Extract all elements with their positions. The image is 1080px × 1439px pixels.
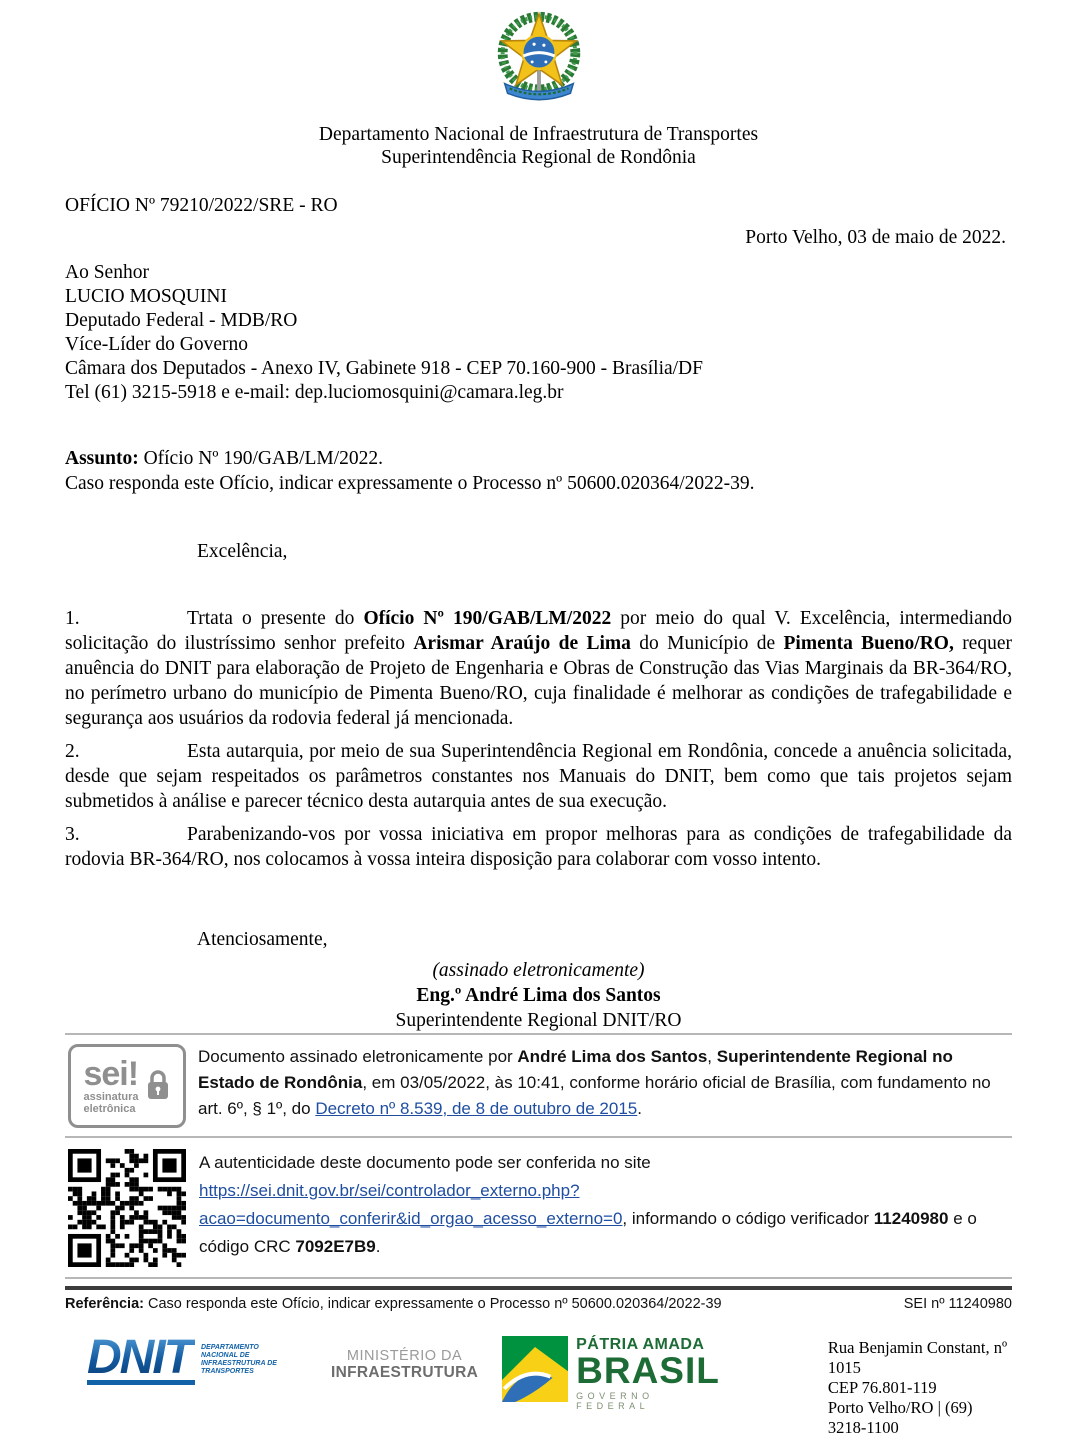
signature-block (65, 958, 1012, 1033)
brazil-flag-icon (502, 1336, 568, 1402)
salutation: Excelência, (197, 541, 288, 562)
recipient-name: LUCIO MOSQUINI (65, 286, 227, 307)
sei-sub-line1: assinatura (83, 1091, 139, 1103)
brand-line3: GOVERNO FEDERAL (576, 1391, 654, 1411)
subject-value: Ofício Nº 190/GAB/LM/2022. (138, 448, 384, 469)
link[interactable]: Decreto nº 8.539, de 8 de outubro de 2015 (315, 1099, 638, 1118)
recipient-line: Tel (61) 3215-5918 e e-mail: dep.luciomosquini@camara.leg.br (65, 382, 564, 403)
recipient-line: Câmara dos Deputados - Anexo IV, Gabinete 918 - CEP 70.160-900 - Brasília/DF (65, 358, 703, 379)
divider (65, 1277, 1012, 1279)
date-line: Porto Velho, 03 de maio de 2022. (745, 227, 1006, 248)
subject-block (65, 447, 1012, 496)
dnit-logo-caption: DEPARTAMENTO NACIONAL DE INFRAESTRUTURA DE TRANSPORTES (200, 1344, 277, 1375)
recipient-line: Ao Senhor (65, 262, 149, 283)
paragraph-text: Trtata o presente do Ofício Nº 190/GAB/LM/2022 por meio do qual V. Excelência, intermediando solicitação do ilustríssimo senhor prefeito Arismar Araújo de Lima do Município de Pimenta Bueno/RO, requer anuência do DNIT para elaboração de Projeto de Engenharia e Obras de Construção das Vias Marginais da BR-364/RO, no perímetro urbano do município de Pimenta Bueno/RO, cuja finalidade é melhorar as condições de trafegabilidade e segurança aos usuários da rodovia federal já mencionada. (65, 608, 1012, 729)
signed-electronically-note: (assinado eletronicamente) (432, 960, 645, 981)
reference-row (65, 1296, 1012, 1312)
address-line: Rua Benjamin Constant, nº 1015 (827, 1338, 1008, 1377)
qr-code (68, 1149, 186, 1267)
reference-section (65, 1286, 1012, 1312)
brand-line2: BRASIL (576, 1350, 720, 1391)
link[interactable]: https://sei.dnit.gov.br/sei/controlador_externo.php? (199, 1181, 580, 1200)
link[interactable]: acao=documento_conferir&id_orgao_acesso_externo=0 (199, 1209, 623, 1228)
org-line1: Departamento Nacional de Infraestrutura de Transportes (318, 124, 759, 145)
office-address (828, 1338, 1012, 1438)
recipient-line: Deputado Federal - MDB/RO (65, 310, 298, 331)
ministry-line1: MINISTÉRIO DA (346, 1348, 463, 1364)
patria-amada-brasil-logo (502, 1336, 720, 1411)
sei-wordmark: sei! (83, 1055, 139, 1093)
brand-text (576, 1336, 720, 1411)
signer-name: Eng.º André Lima dos Santos (416, 985, 661, 1006)
signer-title: Superintendente Regional DNIT/RO (395, 1010, 682, 1031)
sei-logo (68, 1044, 186, 1128)
subject-note: Caso responda este Ofício, indicar expressamente o Processo nº 50600.020364/2022-39. (65, 472, 755, 494)
dnit-logo (87, 1331, 289, 1385)
thick-divider (65, 1286, 1012, 1290)
paragraph-number: 1. (65, 608, 80, 629)
ministry-logo (331, 1348, 478, 1382)
ministry-line2: INFRAESTRUTURA (330, 1364, 479, 1381)
paragraph-2 (65, 739, 1012, 814)
verification-row (65, 1138, 1012, 1277)
verification-text: A autenticidade deste documento pode ser conferida no site https://sei.dnit.gov.br/sei/controlador_externo.php? acao=documento_conferir&id_orgao_acesso_externo=0, informando o código verificador 11240980 e o código CRC 7092E7B9. (199, 1153, 977, 1256)
subject-label: Assunto: (65, 448, 139, 469)
subject-line (65, 447, 1012, 472)
address-line: Porto Velho/RO | (69) 3218-1100 (827, 1398, 973, 1437)
sei-logo-text (83, 1057, 138, 1115)
brand-line1: PÁTRIA AMADA (576, 1336, 705, 1353)
address-line: CEP 76.801-119 (827, 1378, 937, 1397)
dnit-wordmark: DNIT (87, 1336, 195, 1385)
recipient-block (65, 261, 1012, 405)
letter-body (65, 606, 1012, 872)
paragraph-1 (65, 606, 1012, 731)
closing-word: Atenciosamente, (197, 929, 328, 950)
brazil-coat-of-arms-icon (485, 8, 593, 108)
sei-signature-row (65, 1035, 1012, 1136)
paragraph-text: Parabenizando-vos por vossa iniciativa em propor melhoras para as condições de trafegabilidade da rodovia BR-364/RO, nos colocamos à vossa inteira disposição para colaborar com vosso intento. (65, 824, 1012, 870)
paragraph-number: 2. (65, 741, 80, 762)
org-line2: Superintendência Regional de Rondônia (381, 147, 696, 168)
paragraph-3 (65, 822, 1012, 872)
coat-of-arms (65, 8, 1012, 113)
padlock-icon (145, 1069, 171, 1103)
org-header (65, 123, 1012, 169)
paragraph-text: Esta autarquia, por meio de sua Superintendência Regional em Rondônia, concede a anuência solicitada, desde que sejam respeitados os parâmetros constantes nos Manuais do DNIT, bem como que tais projetos sejam submetidos à análise e parecer técnico desta autarquia antes de sua execução. (65, 741, 1012, 812)
sei-signature-text: Documento assinado eletronicamente por André Lima dos Santos, Superintendente Regional no Estado de Rondônia, em 03/05/2022, às 10:41, conforme horário oficial de Brasília, com fundamento no art. 6º, § 1º, do Decreto nº 8.539, de 8 de outubro de 2015. (198, 1047, 991, 1118)
footer-logos (65, 1331, 1012, 1438)
oficio-number: OFÍCIO Nº 79210/2022/SRE - RO (65, 195, 338, 216)
paragraph-number: 3. (65, 824, 80, 845)
recipient-line: Více-Líder do Governo (65, 334, 249, 355)
reference-text: Referência: Caso responda este Ofício, indicar expressamente o Processo nº 50600.020364/2022-39 (65, 1296, 722, 1312)
sei-number: SEI nº 11240980 (903, 1296, 1012, 1312)
sei-sub-line2: eletrônica (83, 1103, 136, 1115)
